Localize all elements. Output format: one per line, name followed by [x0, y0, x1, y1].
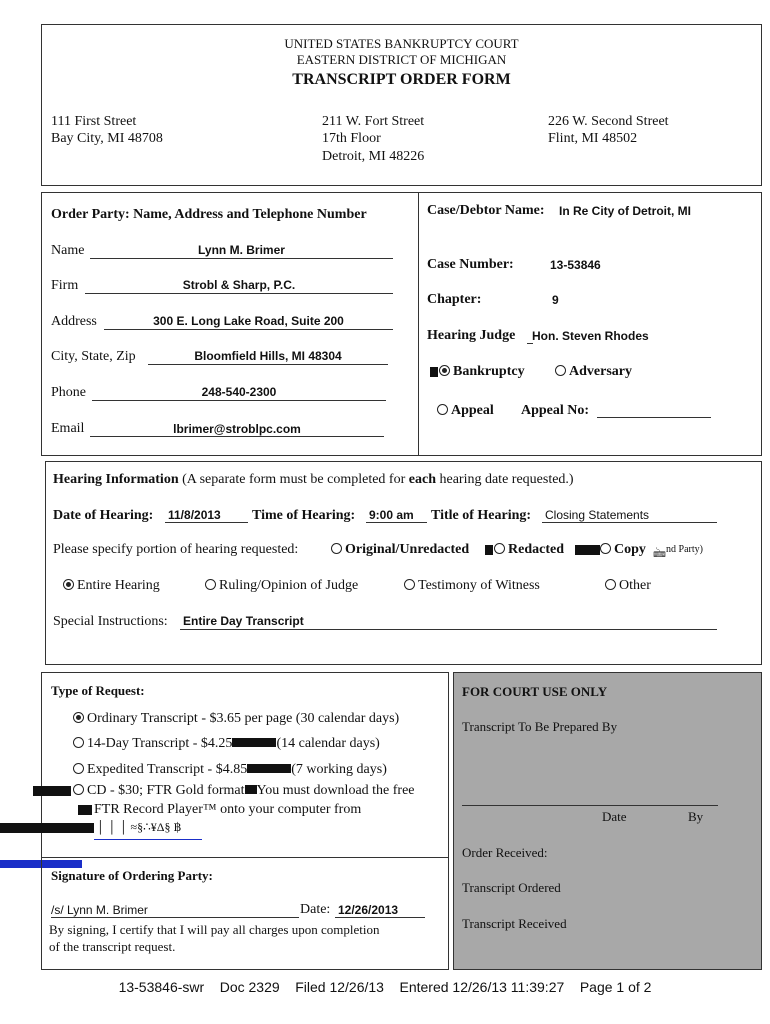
email-field[interactable]: lbrimer@stroblpc.com — [173, 422, 301, 436]
date-of-hearing-label: Date of Hearing: — [53, 508, 154, 523]
special-instructions-line — [180, 629, 717, 630]
testimony-option[interactable] — [404, 578, 540, 594]
adversary-option[interactable] — [555, 364, 632, 380]
redacted-label: Redacted — [508, 542, 564, 557]
original-option[interactable] — [331, 542, 469, 558]
portion-label: Please specify portion of hearing requested: — [53, 542, 299, 557]
request-type-heading: Type of Request: — [51, 683, 145, 698]
address-field[interactable]: 300 E. Long Lake Road, Suite 200 — [153, 314, 344, 328]
detroit-address-line1: 211 W. Fort Street — [322, 114, 425, 129]
name-field-line — [90, 258, 393, 259]
ruling-label: Ruling/Opinion of Judge — [219, 578, 359, 593]
detroit-address-line2: 17th Floor — [322, 131, 381, 146]
firm-label: Firm — [51, 278, 79, 293]
firm-field-line — [85, 293, 393, 294]
cd-option[interactable] — [73, 783, 415, 799]
cd-label: CD - $30; FTR Gold format — [87, 783, 245, 798]
phone-label: Phone — [51, 385, 86, 400]
redaction-mark — [33, 786, 71, 796]
copy-radio[interactable] — [600, 543, 611, 554]
order-case-divider — [418, 192, 419, 456]
form-title: TRANSCRIPT ORDER FORM — [292, 71, 511, 88]
city-state-zip-field[interactable]: Bloomfield Hills, MI 48304 — [194, 349, 342, 363]
redaction-mark — [245, 785, 257, 794]
time-of-hearing-field[interactable]: 9:00 am — [369, 508, 414, 522]
hearing-info-title: Hearing Information — [53, 472, 179, 487]
fourteen-day-label: 14-Day Transcript - $4.25 — [87, 736, 233, 751]
redaction-mark — [78, 805, 92, 815]
address-label: Address — [51, 314, 97, 329]
court-name: UNITED STATES BANKRUPTCY COURT — [284, 36, 519, 51]
certify-line-1: By signing, I certify that I will pay all charges upon completion — [49, 922, 380, 937]
title-of-hearing-label: Title of Hearing: — [431, 508, 532, 523]
address-field-line — [104, 329, 393, 330]
city-state-zip-label: City, State, Zip — [51, 349, 136, 364]
hearing-info-note-1: (A separate form must be completed for — [178, 472, 409, 487]
transcript-received-label: Transcript Received — [462, 916, 567, 931]
fourteen-day-duration: (14 calendar days) — [276, 736, 380, 751]
court-by-label: By — [688, 809, 704, 824]
copy-third-party — [653, 542, 703, 561]
signature-date-label: Date: — [300, 902, 331, 917]
redaction-mark — [575, 545, 600, 555]
city-field-line — [148, 364, 388, 365]
chapter-field[interactable]: 9 — [552, 293, 559, 307]
special-instructions-label: Special Instructions: — [53, 614, 168, 629]
appeal-option[interactable] — [437, 403, 494, 419]
ordinary-radio[interactable] — [73, 712, 84, 723]
copy-tail: nd Party) — [666, 544, 703, 555]
court-filing-footer: 13-53846-swr Doc 2329 Filed 12/26/13 Entered 12/26/13 11:39:27 Page 1 of 2 — [118, 979, 652, 995]
court-use-heading: FOR COURT USE ONLY — [462, 684, 608, 699]
original-radio[interactable] — [331, 543, 342, 554]
bankruptcy-radio[interactable] — [439, 365, 450, 376]
testimony-label: Testimony of Witness — [418, 578, 540, 593]
order-party-heading: Order Party: Name, Address and Telephone Number — [51, 207, 367, 222]
fourteen-day-radio[interactable] — [73, 737, 84, 748]
case-number-field[interactable]: 13-53846 — [550, 258, 601, 272]
signature-field[interactable]: /s/ Lynn M. Brimer — [51, 903, 148, 917]
appeal-radio[interactable] — [437, 404, 448, 415]
expedited-radio[interactable] — [73, 763, 84, 774]
appeal-label: Appeal — [451, 403, 494, 418]
other-label: Other — [619, 578, 651, 593]
prepared-by-label: Transcript To Be Prepared By — [462, 719, 618, 734]
ruling-option[interactable] — [205, 578, 358, 594]
expedited-label: Expedited Transcript - $4.85 — [87, 762, 248, 777]
cd-radio[interactable] — [73, 784, 84, 795]
bay-city-address-line1: 111 First Street — [51, 114, 137, 129]
fourteen-day-option[interactable] — [73, 736, 380, 752]
chapter-label: Chapter: — [427, 292, 482, 307]
expedited-option[interactable] — [73, 762, 387, 778]
copy-option[interactable] — [600, 542, 646, 558]
copy-label: Copy — [614, 542, 646, 557]
hearing-info-heading — [53, 472, 574, 488]
district-name: EASTERN DISTRICT OF MICHIGAN — [296, 52, 507, 67]
expedited-duration: (7 working days) — [291, 762, 387, 777]
redaction-mark — [485, 545, 493, 555]
name-label: Name — [51, 243, 85, 258]
appeal-no-label: Appeal No: — [521, 403, 590, 418]
redacted-radio[interactable] — [494, 543, 505, 554]
bay-city-address-line2: Bay City, MI 48708 — [51, 131, 163, 146]
hearing-info-note-each: each — [408, 472, 436, 487]
bankruptcy-option[interactable] — [439, 364, 525, 380]
signature-heading: Signature of Ordering Party: — [51, 868, 213, 883]
case-debtor-field[interactable]: In Re City of Detroit, MI — [559, 204, 691, 218]
redacted-option[interactable] — [494, 542, 564, 558]
other-radio[interactable] — [605, 579, 616, 590]
entire-hearing-label: Entire Hearing — [77, 578, 160, 593]
case-number-label: Case Number: — [427, 257, 514, 272]
ordinary-label: Ordinary Transcript - $3.65 per page (30 calendar days) — [87, 711, 400, 726]
cd-note: ou must download the free — [265, 783, 415, 798]
redaction-mark — [0, 823, 94, 833]
appeal-no-field[interactable] — [597, 417, 711, 418]
firm-field[interactable]: Strobl & Sharp, P.C. — [182, 278, 296, 292]
redaction-mark — [232, 738, 276, 747]
phone-field[interactable]: 248-540-2300 — [201, 385, 277, 399]
bankruptcy-label: Bankruptcy — [453, 364, 525, 379]
email-label: Email — [51, 421, 85, 436]
prepared-by-line — [462, 805, 718, 806]
name-field[interactable]: Lynn M. Brimer — [198, 243, 285, 257]
hearing-info-box — [45, 461, 762, 665]
signature-date-field[interactable]: 12/26/2013 — [338, 903, 399, 917]
ordinary-option[interactable] — [73, 711, 399, 727]
original-label: Original/Unredacted — [345, 542, 470, 557]
transcript-ordered-label: Transcript Ordered — [462, 880, 561, 895]
adversary-label: Adversary — [569, 364, 632, 379]
ftr-link-row: │ │ │ ≈§∴¥Δ§ ฿ — [96, 820, 182, 834]
hearing-judge-label: Hearing Judge — [427, 328, 516, 343]
special-instructions-field[interactable]: Entire Day Transcript — [183, 614, 304, 628]
flint-address-line2: Flint, MI 48502 — [548, 131, 638, 146]
court-date-label: Date — [602, 809, 627, 824]
testimony-radio[interactable] — [404, 579, 415, 590]
case-debtor-label: Case/Debtor Name: — [427, 203, 545, 218]
detroit-address-line3: Detroit, MI 48226 — [322, 149, 425, 164]
title-of-hearing-field[interactable]: Closing Statements — [545, 508, 650, 522]
cd-y-letter: Y — [256, 783, 266, 798]
copy-glyph: 🖮 — [653, 545, 667, 561]
time-of-hearing-label: Time of Hearing: — [252, 508, 356, 523]
flint-address-line1: 226 W. Second Street — [548, 114, 669, 129]
entire-hearing-option[interactable] — [63, 578, 160, 594]
adversary-radio[interactable] — [555, 365, 566, 376]
phone-field-line — [92, 400, 386, 401]
hearing-info-note-2: hearing date requested.) — [435, 472, 574, 487]
ruling-radio[interactable] — [205, 579, 216, 590]
order-received-label: Order Received: — [462, 845, 548, 860]
ftr-note: FTR Record Player™ onto your computer from — [94, 802, 362, 817]
hearing-judge-field[interactable]: Hon. Steven Rhodes — [532, 329, 649, 343]
date-of-hearing-field[interactable]: 11/8/2013 — [168, 508, 221, 522]
redaction-mark — [247, 764, 291, 773]
certify-line-2: of the transcript request. — [49, 939, 176, 954]
ftr-link[interactable] — [94, 839, 202, 840]
entire-hearing-radio[interactable] — [63, 579, 74, 590]
other-option[interactable] — [605, 578, 651, 594]
redaction-mark — [430, 367, 438, 377]
